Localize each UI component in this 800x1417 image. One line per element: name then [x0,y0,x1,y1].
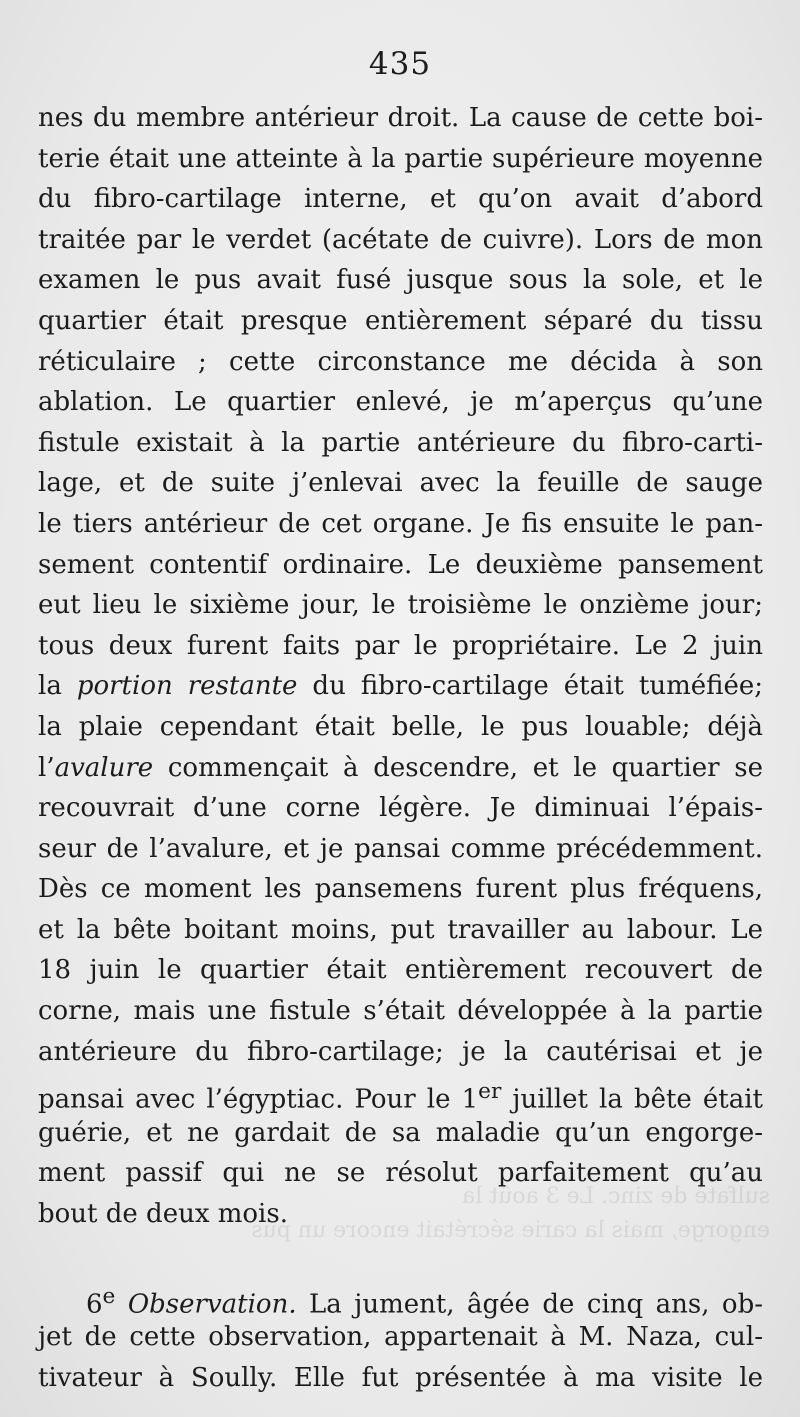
text-line: traitée par le verdet (acétate de cuivre). Lors de mon [38,224,763,255]
line-text: pansai avec l’égyptiac. Pour le 1 [38,1084,479,1115]
text-line: ment passif qui ne se résolut parfaitement qu’au [38,1158,763,1189]
text-line: Dès ce moment les pansemens furent plus fréquens, [38,874,763,905]
text-line: 18 juin le quartier était entièrement recouvert de [38,955,763,986]
superscript: e [102,1283,116,1309]
text-line: antérieure du fibro-cartilage; je la cautérisai et je [38,1036,763,1067]
line-text: du fibro-cartilage était tuméfiée; [297,671,763,702]
text-line: fistule existait à la partie antérieure du fibro-carti- [38,427,763,458]
text-line: la plaie cependant était belle, le pus louable; déjà [38,711,763,742]
text-line: et la bête boitant moins, put travailler au labour. Le [38,914,763,945]
text-line [38,1072,763,1113]
text-line: terie était une atteinte à la partie supérieure moyenne [38,143,763,174]
text-line: tous deux furent faits par le propriétaire. Le 2 juin [38,630,763,661]
italic-term: avalure [54,752,154,783]
text-line: du fibro-cartilage interne, et qu’on avait d’abord [38,184,763,215]
text-line: tivateur à Soully. Elle fut présentée à ma visite le [38,1362,763,1393]
text-line: bout de deux mois. [38,1199,288,1230]
body-text [38,98,763,1398]
text-line: sement contentif ordinaire. Le deuxième pansement [38,549,763,580]
text-line [38,748,763,789]
line-text: juillet la bête était [501,1084,763,1115]
observation-number: 6 [86,1289,103,1320]
line-text: commençait à descendre, et le quartier se [153,752,763,783]
italic-term: portion restante [76,671,298,702]
text-line: examen le pus avait fusé jusque sous la sole, et le [38,265,763,296]
text-line: seur de l’avalure, et je pansai comme précédemment. [38,833,763,864]
text-line: eut lieu le sixième jour, le troisième le onzième jour; [38,590,763,621]
observation-title: Observation. [127,1289,297,1320]
text-line: nes du membre antérieur droit. La cause de cette boi- [38,103,763,133]
observation-heading-line [38,1277,763,1318]
text-line: lage, et de suite j’enlevai avec la feuille de sauge [38,468,763,499]
line-text: l’ [38,752,55,783]
text-line: guérie, et ne gardait de sa maladie qu’un engorge- [38,1117,763,1148]
paragraph-gap [38,1235,763,1277]
text-line: recouvrait d’une corne légère. Je diminuai l’épais- [38,793,763,824]
text-line [38,666,763,707]
line-text: La jument, âgée de cinq ans, ob- [296,1289,764,1320]
text-line: le tiers antérieur de cet organe. Je fis ensuite le pan- [38,508,763,539]
text-line: réticulaire ; cette circonstance me décida à son [38,346,763,377]
line-text: la [38,671,77,702]
superscript: er [478,1079,502,1105]
bleed-through-text: sulfate de zinc. Le 3 août la engorge, mais la carie sécrétait encore un pus [251,1184,770,1243]
text-line: ablation. Le quartier enlevé, je m’aperçus qu’une [38,387,763,418]
text-line: quartier était presque entièrement séparé du tissu [38,305,763,336]
text-line: corne, mais une fistule s’était développée à la partie [38,996,763,1027]
text-line: jet de cette observation, appartenait à M. Naza, cul- [38,1322,763,1353]
page-number: 435 [368,46,432,82]
